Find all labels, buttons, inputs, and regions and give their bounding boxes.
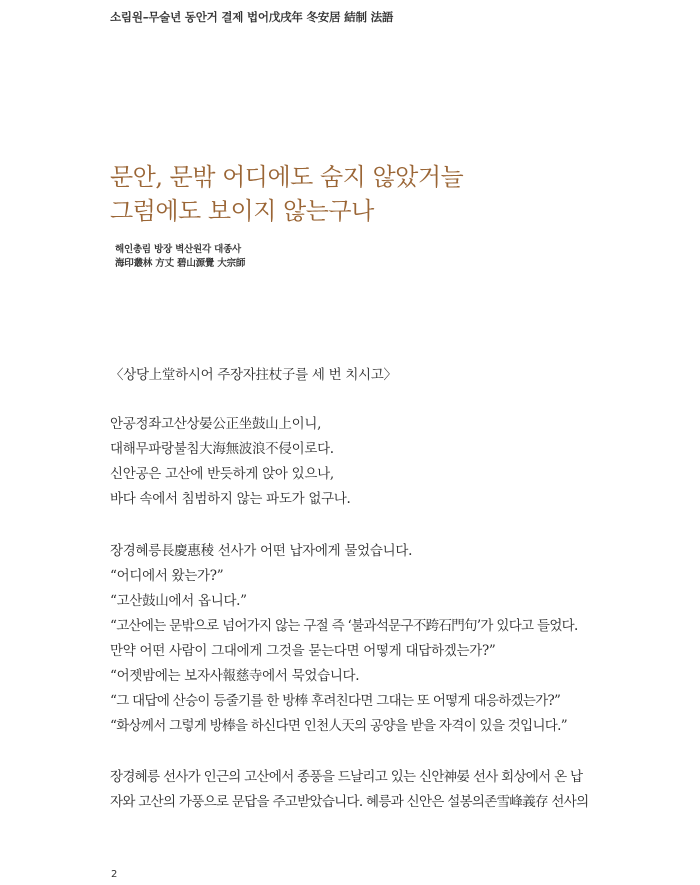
author-hanja: 海印叢林 方丈 碧山源覺 大宗師 <box>115 258 246 269</box>
dialogue-line: “그 대답에 산승이 등줄기를 한 방棒 후려친다면 그대는 또 어떻게 대응하겠는가?” <box>110 693 561 709</box>
verse-block <box>110 412 610 512</box>
verse-line: 안공정좌고산상晏公正坐鼓山上이니, <box>110 416 322 432</box>
dialogue-line: “고산에는 문밖으로 넘어가지 않는 구절 즉 ‘불과석문구不跨石門句’가 있다고 들었다. <box>110 618 578 634</box>
dialogue-line: “어젯밤에는 보자사報慈寺에서 묵었습니다. <box>110 668 360 684</box>
narrative-line: 장경혜릉 선사가 인근의 고산에서 종풍을 드날리고 있는 신안神晏 선사 회상에서 온 납 <box>110 769 583 785</box>
verse-line: 바다 속에서 침범하지 않는 파도가 없구나. <box>110 491 351 507</box>
verse-line: 대해무파랑불침大海無波浪不侵이로다. <box>110 441 334 457</box>
title-line-1: 문안, 문밖 어디에도 숨지 않았거늘 <box>110 163 464 191</box>
running-head: 소림원–무술년 동안거 결제 법어戊戌年 冬安居 結制 法語 <box>110 10 394 24</box>
dialogue-line: “어디에서 왔는가?” <box>110 568 224 584</box>
article-title <box>110 160 463 228</box>
dialogue-line: 장경혜릉長慶惠稜 선사가 어떤 납자에게 물었습니다. <box>110 543 413 559</box>
verse-line: 신안공은 고산에 반듯하게 앉아 있으나, <box>110 466 334 482</box>
dialogue-line: “화상께서 그렇게 방棒을 하신다면 인천人天의 공양을 받을 자격이 있을 것입니다.” <box>110 718 567 734</box>
dialogue-line: “고산鼓山에서 옵니다.” <box>110 593 247 609</box>
author-byline <box>115 243 245 271</box>
title-line-2: 그럼에도 보이지 않는구나 <box>110 197 374 225</box>
stage-direction-block <box>110 363 610 388</box>
stage-direction: 〈상당上堂하시어 주장자拄杖子를 세 번 치시고〉 <box>110 367 397 383</box>
dialogue-block <box>110 539 610 739</box>
narrative-line: 자와 고산의 가풍으로 문답을 주고받았습니다. 혜릉과 신안은 설봉의존雪峰義存 선사의 <box>110 794 589 810</box>
narrative-block <box>110 765 610 815</box>
page-number: 2 <box>111 869 118 880</box>
author-korean: 해인총림 방장 벽산원각 대종사 <box>115 244 242 255</box>
dialogue-line: 만약 어떤 사람이 그대에게 그것을 묻는다면 어떻게 대답하겠는가?” <box>110 643 496 659</box>
